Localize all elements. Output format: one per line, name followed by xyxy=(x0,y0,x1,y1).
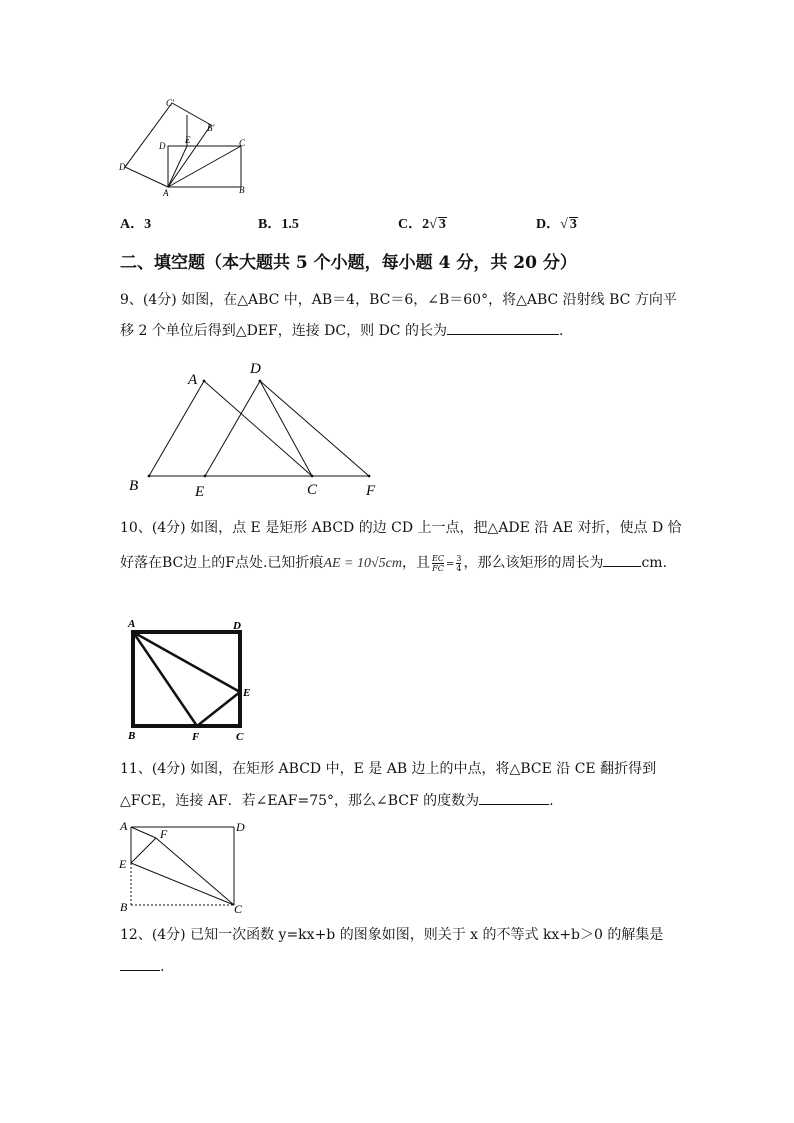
label-b: B xyxy=(128,730,136,742)
q11-answer-blank[interactable] xyxy=(479,790,549,805)
label-a: A xyxy=(188,372,198,388)
q10-line2: 好落在BC边上的F点处.已知折痕AE = 10√5cm，且 $\frac{EC}{FC}$ = $\frac{3}{4}$ ，那么该矩形的周长为 cm. xyxy=(120,553,668,573)
q9-figure xyxy=(124,355,394,505)
q10-line1: 10、(4分) 如图，点 E 是矩形 ABCD 的边 CD 上一点，把△ADE 沿 AE 对折，使点 D 恰 xyxy=(120,520,682,536)
option-c: C．2√ 3 xyxy=(398,217,446,232)
q12-line2: . xyxy=(120,956,164,977)
label-b-prime: B' xyxy=(207,123,215,133)
q10-answer-blank[interactable] xyxy=(603,552,641,567)
option-d: D．√ 3 xyxy=(536,217,577,232)
q12-answer-blank[interactable] xyxy=(120,956,160,971)
label-f: F xyxy=(192,731,200,743)
fold-formula: AE = 10√5cm xyxy=(323,556,402,571)
label-d: D xyxy=(250,361,261,377)
label-b: B xyxy=(129,478,139,494)
label-e: E xyxy=(195,484,205,500)
label-a: A xyxy=(163,188,169,198)
q11-figure xyxy=(116,815,256,915)
label-e: E xyxy=(243,687,251,699)
label-d: D xyxy=(236,820,245,834)
label-c: C xyxy=(234,902,243,915)
q11-line1: 11、(4分) 如图，在矩形 ABCD 中，E 是 AB 边上的中点，将△BCE 沿 CE 翻折得到 xyxy=(120,761,657,777)
label-a: A xyxy=(120,819,128,833)
section-heading: 二、填空题（本大题共 5 个小题，每小题 4 分，共 20 分） xyxy=(120,253,577,273)
label-c-prime: C' xyxy=(166,98,174,108)
ratio-fraction: $\frac{EC}{FC}$ xyxy=(432,553,444,573)
option-a: A．3 xyxy=(120,217,152,232)
label-c: C xyxy=(239,138,246,148)
label-e: E xyxy=(119,857,127,871)
label-d-prime: D' xyxy=(119,162,128,172)
label-f: F xyxy=(366,483,376,499)
label-c: C xyxy=(236,731,244,743)
label-b: B xyxy=(239,185,245,195)
label-e: E xyxy=(185,135,191,145)
label-b: B xyxy=(120,900,128,914)
q8-figure xyxy=(115,95,255,200)
q10-figure xyxy=(122,615,262,745)
label-c: C xyxy=(307,482,318,498)
q12-line1: 12、(4分) 已知一次函数 y=kx+b 的图象如图，则关于 x 的不等式 kx+b＞0 的解集是 xyxy=(120,927,664,943)
q9-answer-blank[interactable] xyxy=(447,320,559,335)
label-a: A xyxy=(128,618,136,630)
q11-line2: △FCE，连接 AF．若∠EAF=75°，那么∠BCF 的度数为 . xyxy=(120,790,554,811)
label-f: F xyxy=(160,827,168,841)
q9-line2: 移 2 个单位后得到△DEF，连接 DC，则 DC 的长为 . xyxy=(120,320,563,341)
q9-line1: 9、(4分) 如图，在△ABC 中，AB＝4，BC＝6，∠B＝60°，将△ABC 沿射线 BC 方向平 xyxy=(120,292,677,308)
label-d: D xyxy=(233,620,241,632)
label-d: D xyxy=(159,141,166,151)
option-b: B．1.5 xyxy=(258,217,299,232)
